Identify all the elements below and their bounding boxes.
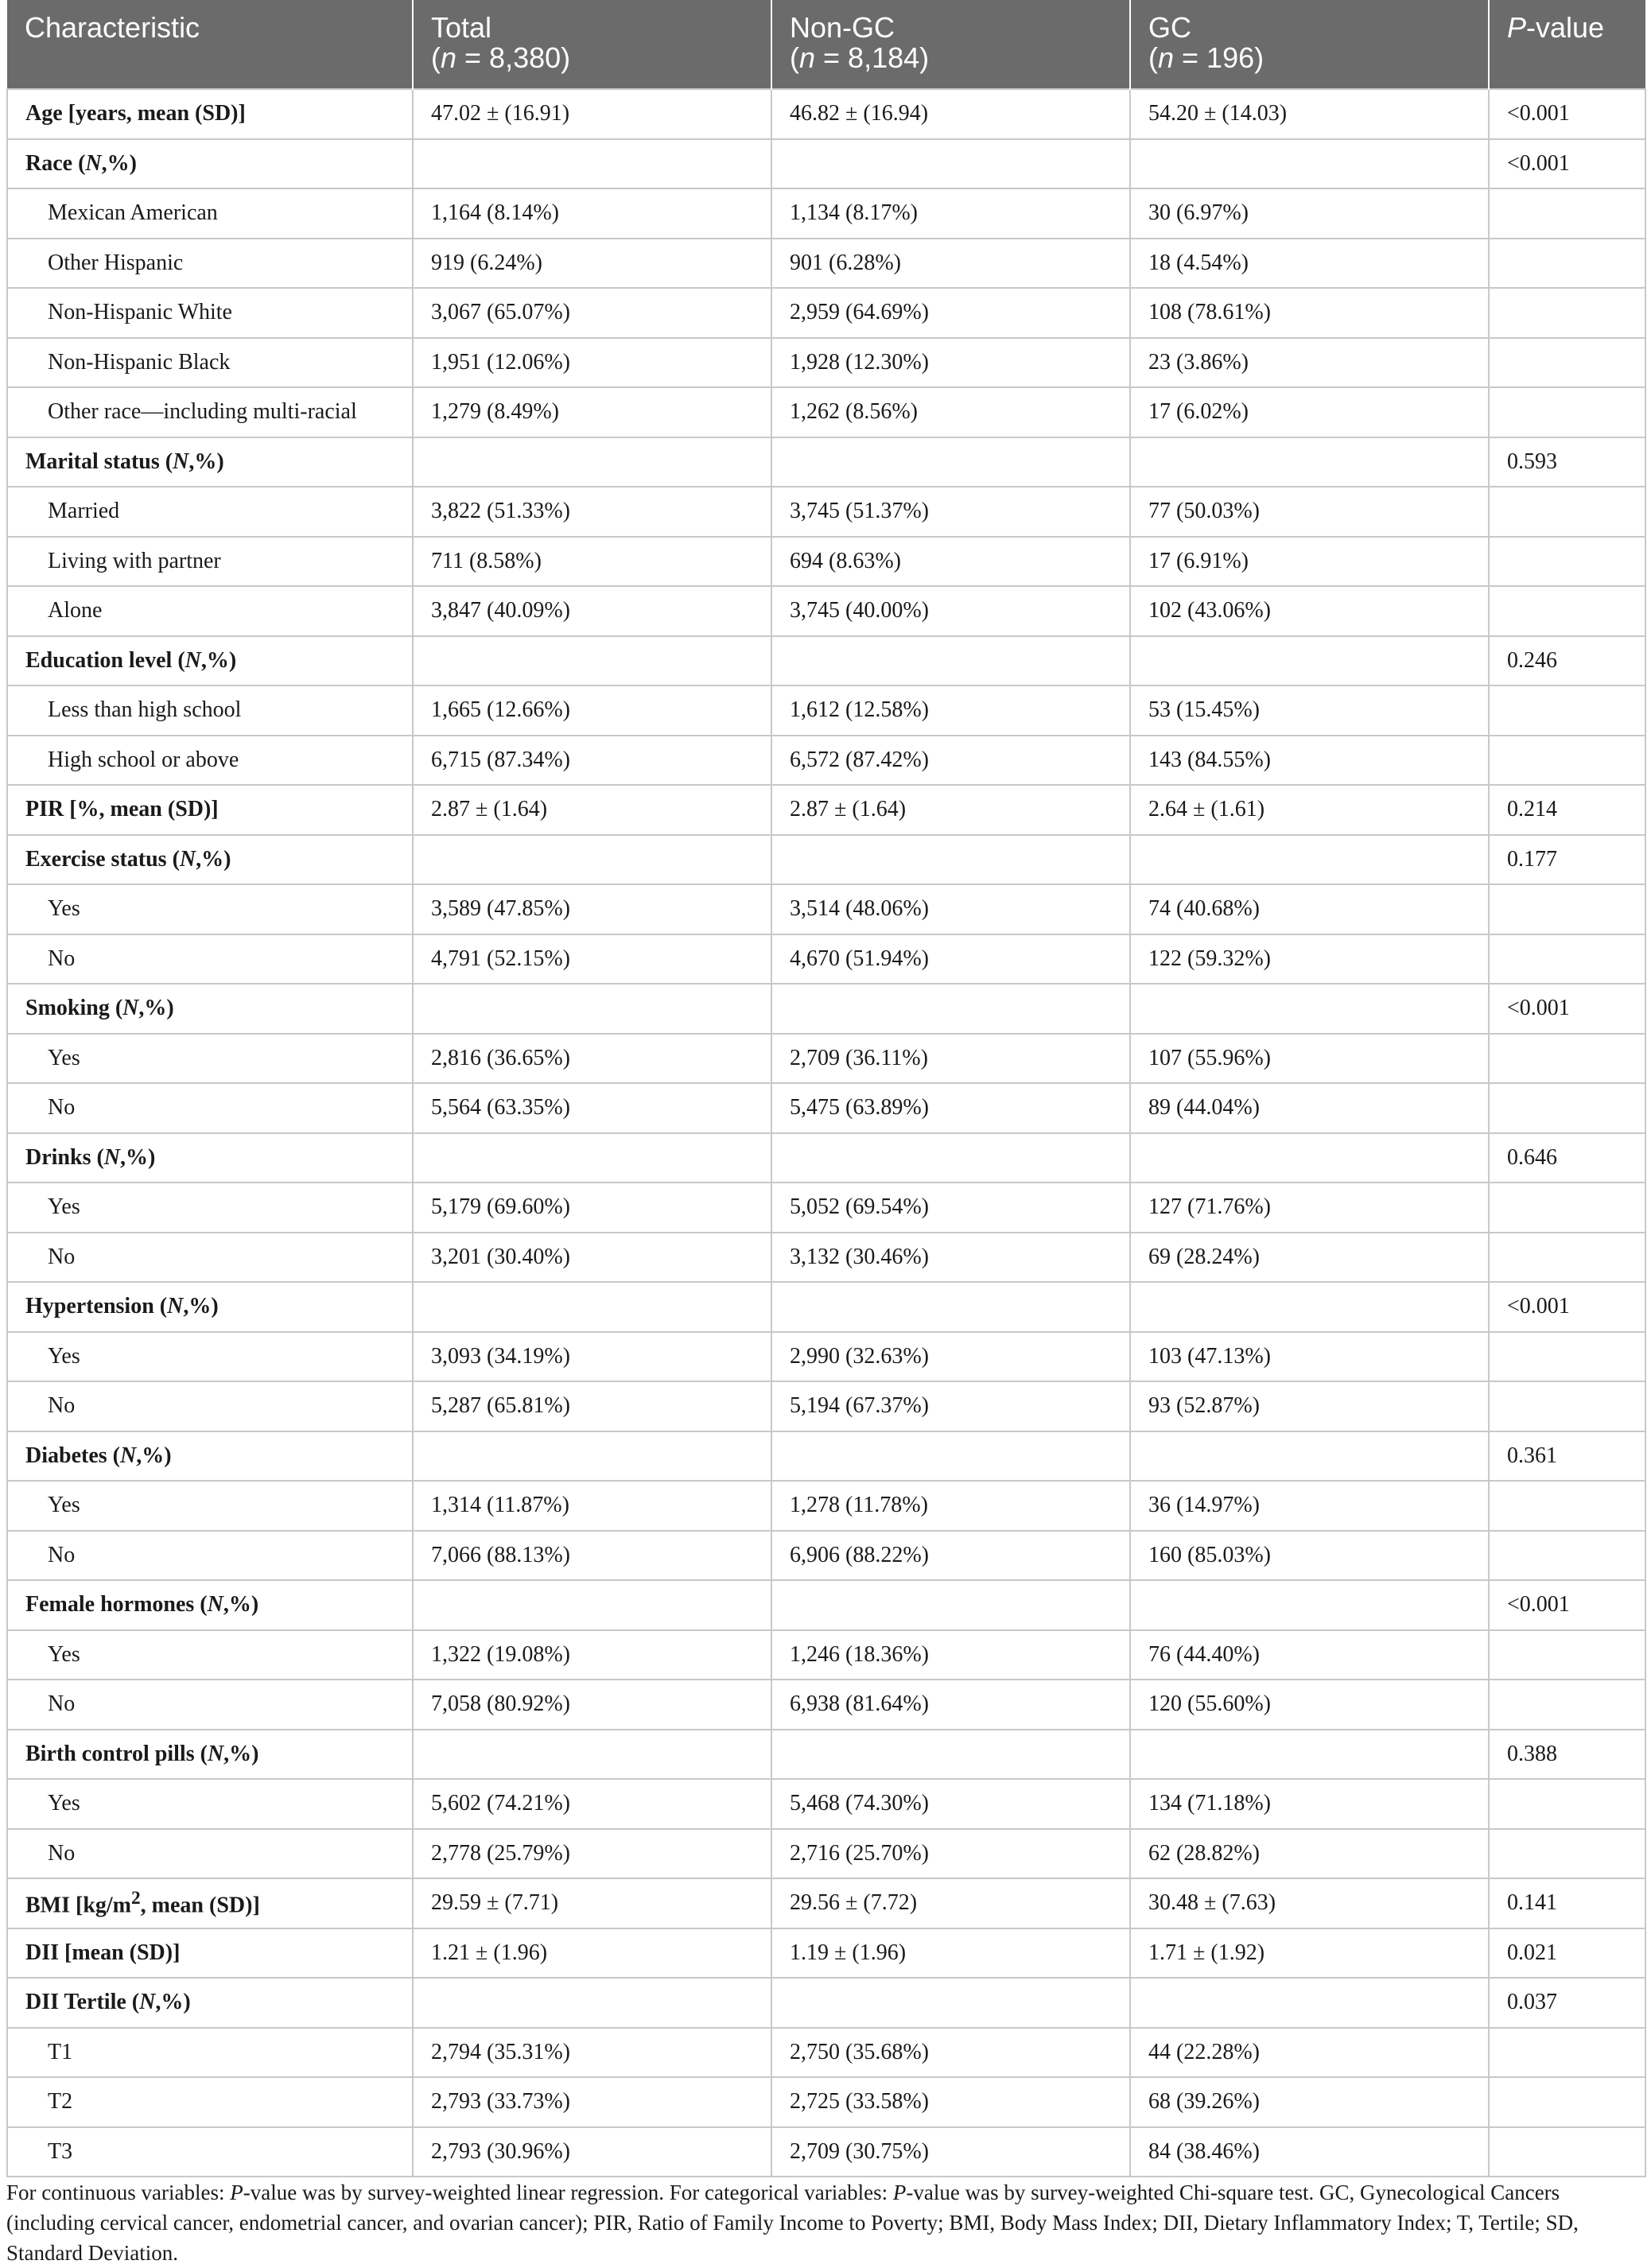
cell-pvalue: 0.646 — [1489, 1133, 1645, 1183]
table-row — [7, 239, 1645, 289]
cell-pvalue — [1489, 1779, 1645, 1829]
row-label: Marital status (N,%) — [7, 437, 413, 487]
row-label: PIR [%, mean (SD)] — [7, 785, 413, 835]
cell-total: 1,665 (12.66%) — [413, 685, 771, 736]
row-label: T3 — [7, 2127, 413, 2177]
cell-gc — [1130, 1133, 1489, 1183]
cell-total — [413, 636, 771, 686]
cell-gc: 143 (84.55%) — [1130, 736, 1489, 786]
header-nongc-n: (n = 8,184) — [790, 41, 930, 74]
cell-gc — [1130, 1431, 1489, 1482]
cell-pvalue — [1489, 685, 1645, 736]
cell-total — [413, 139, 771, 189]
cell-pvalue — [1489, 1332, 1645, 1382]
cell-pvalue — [1489, 1233, 1645, 1283]
cell-nongc: 2,716 (25.70%) — [771, 1829, 1130, 1879]
cell-gc: 84 (38.46%) — [1130, 2127, 1489, 2177]
row-label: Married — [7, 487, 413, 537]
cell-nongc: 1,278 (11.78%) — [771, 1481, 1130, 1531]
row-label: BMI [$kg/m^2$, mean (SD)] — [7, 1878, 413, 1928]
cell-nongc — [771, 636, 1130, 686]
cell-nongc: 6,938 (81.64%) — [771, 1680, 1130, 1730]
cell-pvalue — [1489, 1680, 1645, 1730]
row-label: Birth control pills (N,%) — [7, 1730, 413, 1780]
row-label: Hypertension (N,%) — [7, 1282, 413, 1332]
table-row — [7, 1978, 1645, 2028]
cell-gc — [1130, 984, 1489, 1034]
header-gc: GC (n = 196) — [1130, 0, 1489, 89]
row-label: Yes — [7, 1183, 413, 1233]
row-label: Yes — [7, 1481, 413, 1531]
cell-nongc — [771, 984, 1130, 1034]
cell-pvalue — [1489, 537, 1645, 587]
row-label: T2 — [7, 2077, 413, 2127]
cell-gc: 102 (43.06%) — [1130, 586, 1489, 636]
row-label: Other race—including multi-racial — [7, 387, 413, 437]
cell-gc — [1130, 636, 1489, 686]
row-label: Yes — [7, 1630, 413, 1680]
table-row — [7, 188, 1645, 239]
table-row — [7, 1233, 1645, 1283]
cell-total: 5,602 (74.21%) — [413, 1779, 771, 1829]
row-label: T1 — [7, 2028, 413, 2078]
row-label: Age [years, mean (SD)] — [7, 89, 413, 139]
table-row — [7, 1531, 1645, 1581]
table-row — [7, 288, 1645, 338]
cell-pvalue — [1489, 1481, 1645, 1531]
row-label: No — [7, 934, 413, 984]
cell-total: 711 (8.58%) — [413, 537, 771, 587]
row-label: No — [7, 1233, 413, 1283]
table-row — [7, 1282, 1645, 1332]
cell-nongc: 1,134 (8.17%) — [771, 188, 1130, 239]
cell-pvalue — [1489, 239, 1645, 289]
row-label: No — [7, 1531, 413, 1581]
cell-nongc: 1,246 (18.36%) — [771, 1630, 1130, 1680]
table-row — [7, 89, 1645, 139]
cell-nongc: 5,475 (63.89%) — [771, 1083, 1130, 1133]
cell-pvalue: 0.141 — [1489, 1878, 1645, 1928]
cell-nongc: 3,745 (51.37%) — [771, 487, 1130, 537]
cell-total: 2,794 (35.31%) — [413, 2028, 771, 2078]
cell-pvalue — [1489, 934, 1645, 984]
cell-gc: 30 (6.97%) — [1130, 188, 1489, 239]
cell-gc: 53 (15.45%) — [1130, 685, 1489, 736]
cell-total: 47.02 ± (16.91) — [413, 89, 771, 139]
cell-nongc: 5,052 (69.54%) — [771, 1183, 1130, 1233]
cell-nongc: 2,750 (35.68%) — [771, 2028, 1130, 2078]
row-label: Education level (N,%) — [7, 636, 413, 686]
table-row — [7, 1431, 1645, 1482]
cell-pvalue: 0.361 — [1489, 1431, 1645, 1482]
row-label: Yes — [7, 1034, 413, 1084]
cell-pvalue: <0.001 — [1489, 139, 1645, 189]
cell-total: 6,715 (87.34%) — [413, 736, 771, 786]
cell-gc: 77 (50.03%) — [1130, 487, 1489, 537]
table-row — [7, 1133, 1645, 1183]
cell-total: 7,066 (88.13%) — [413, 1531, 771, 1581]
table-row — [7, 685, 1645, 736]
row-label: Less than high school — [7, 685, 413, 736]
row-label: No — [7, 1381, 413, 1431]
cell-gc — [1130, 139, 1489, 189]
cell-pvalue — [1489, 1829, 1645, 1879]
cell-gc: 18 (4.54%) — [1130, 239, 1489, 289]
cell-pvalue — [1489, 1630, 1645, 1680]
cell-pvalue — [1489, 487, 1645, 537]
cell-gc — [1130, 1282, 1489, 1332]
cell-nongc — [771, 139, 1130, 189]
cell-gc — [1130, 1580, 1489, 1630]
cell-pvalue: 0.593 — [1489, 437, 1645, 487]
cell-total: 919 (6.24%) — [413, 239, 771, 289]
row-label: Exercise status (N,%) — [7, 835, 413, 885]
row-label: Mexican American — [7, 188, 413, 239]
cell-gc: 23 (3.86%) — [1130, 338, 1489, 388]
cell-nongc: 1,262 (8.56%) — [771, 387, 1130, 437]
cell-total — [413, 1978, 771, 2028]
cell-gc: 76 (44.40%) — [1130, 1630, 1489, 1680]
cell-gc: 160 (85.03%) — [1130, 1531, 1489, 1581]
table-footnote: For continuous variables: P-value was by survey-weighted linear regression. For categorical variables: P-value was by survey-weighted Chi-square test. GC, Gynecological Cancers (including cervical cancer, endometrial cancer, and ovarian cancer); PIR, Ratio of Family Income to Poverty; BMI, Body Mass Index; DII, Dietary Inflammatory Index; T, Tertile; SD, Standard Deviation. — [6, 2181, 1579, 2265]
cell-total — [413, 1730, 771, 1780]
cell-pvalue — [1489, 2077, 1645, 2127]
cell-nongc — [771, 1133, 1130, 1183]
cell-nongc: 2,990 (32.63%) — [771, 1332, 1130, 1382]
cell-gc: 30.48 ± (7.63) — [1130, 1878, 1489, 1928]
cell-gc: 17 (6.91%) — [1130, 537, 1489, 587]
row-label: High school or above — [7, 736, 413, 786]
cell-nongc: 3,745 (40.00%) — [771, 586, 1130, 636]
cell-total: 1.21 ± (1.96) — [413, 1928, 771, 1979]
table-row — [7, 1083, 1645, 1133]
cell-pvalue: <0.001 — [1489, 984, 1645, 1034]
cell-nongc — [771, 1730, 1130, 1780]
cell-nongc: 2,725 (33.58%) — [771, 2077, 1130, 2127]
table-row — [7, 1928, 1645, 1979]
table-row — [7, 537, 1645, 587]
table-row — [7, 2028, 1645, 2078]
cell-total: 5,179 (69.60%) — [413, 1183, 771, 1233]
cell-total — [413, 1133, 771, 1183]
cell-pvalue — [1489, 288, 1645, 338]
table-row — [7, 1630, 1645, 1680]
cell-pvalue: 0.214 — [1489, 785, 1645, 835]
cell-gc: 1.71 ± (1.92) — [1130, 1928, 1489, 1979]
cell-nongc: 5,468 (74.30%) — [771, 1779, 1130, 1829]
cell-total: 3,093 (34.19%) — [413, 1332, 771, 1382]
cell-nongc: 46.82 ± (16.94) — [771, 89, 1130, 139]
cell-total: 2,778 (25.79%) — [413, 1829, 771, 1879]
cell-nongc — [771, 1580, 1130, 1630]
cell-total — [413, 437, 771, 487]
cell-pvalue — [1489, 1034, 1645, 1084]
cell-total: 2,793 (33.73%) — [413, 2077, 771, 2127]
cell-nongc — [771, 1978, 1130, 2028]
cell-pvalue — [1489, 1083, 1645, 1133]
row-label: Alone — [7, 586, 413, 636]
cell-gc: 68 (39.26%) — [1130, 2077, 1489, 2127]
cell-pvalue — [1489, 1183, 1645, 1233]
table-row — [7, 934, 1645, 984]
cell-gc: 36 (14.97%) — [1130, 1481, 1489, 1531]
cell-pvalue: <0.001 — [1489, 1580, 1645, 1630]
cell-nongc: 694 (8.63%) — [771, 537, 1130, 587]
cell-nongc — [771, 835, 1130, 885]
cell-pvalue — [1489, 2028, 1645, 2078]
cell-pvalue — [1489, 188, 1645, 239]
table-row — [7, 835, 1645, 885]
cell-pvalue: <0.001 — [1489, 1282, 1645, 1332]
characteristics-table — [6, 0, 1646, 2177]
cell-nongc: 2,709 (36.11%) — [771, 1034, 1130, 1084]
table-row — [7, 437, 1645, 487]
cell-total: 3,822 (51.33%) — [413, 487, 771, 537]
cell-pvalue: 0.177 — [1489, 835, 1645, 885]
cell-total: 29.59 ± (7.71) — [413, 1878, 771, 1928]
row-label: No — [7, 1829, 413, 1879]
table-row — [7, 1730, 1645, 1780]
cell-total: 1,279 (8.49%) — [413, 387, 771, 437]
cell-total: 5,287 (65.81%) — [413, 1381, 771, 1431]
cell-total: 1,951 (12.06%) — [413, 338, 771, 388]
cell-nongc: 2.87 ± (1.64) — [771, 785, 1130, 835]
cell-nongc: 1,928 (12.30%) — [771, 338, 1130, 388]
cell-pvalue — [1489, 586, 1645, 636]
cell-total: 1,322 (19.08%) — [413, 1630, 771, 1680]
header-total-n: (n = 8,380) — [431, 41, 571, 74]
row-label: DII [mean (SD)] — [7, 1928, 413, 1979]
row-label: Race (N,%) — [7, 139, 413, 189]
row-label: Other Hispanic — [7, 239, 413, 289]
table-row — [7, 1034, 1645, 1084]
row-label: Yes — [7, 1332, 413, 1382]
cell-total — [413, 1580, 771, 1630]
cell-pvalue: 0.388 — [1489, 1730, 1645, 1780]
cell-total — [413, 984, 771, 1034]
header-gc-n: (n = 196) — [1148, 41, 1264, 74]
table-row — [7, 1680, 1645, 1730]
header-pvalue: P-value — [1489, 0, 1645, 89]
cell-pvalue: 0.246 — [1489, 636, 1645, 686]
table-row — [7, 139, 1645, 189]
cell-total: 3,067 (65.07%) — [413, 288, 771, 338]
cell-pvalue — [1489, 884, 1645, 934]
table-row — [7, 2127, 1645, 2177]
cell-nongc — [771, 1282, 1130, 1332]
row-label: Living with partner — [7, 537, 413, 587]
row-label: Yes — [7, 884, 413, 934]
cell-nongc: 5,194 (67.37%) — [771, 1381, 1130, 1431]
table-row — [7, 1332, 1645, 1382]
cell-nongc: 1,612 (12.58%) — [771, 685, 1130, 736]
cell-total: 7,058 (80.92%) — [413, 1680, 771, 1730]
header-characteristic: Characteristic — [7, 0, 413, 89]
table-row — [7, 1381, 1645, 1431]
cell-gc — [1130, 437, 1489, 487]
cell-total: 2.87 ± (1.64) — [413, 785, 771, 835]
cell-gc: 2.64 ± (1.61) — [1130, 785, 1489, 835]
cell-pvalue — [1489, 736, 1645, 786]
cell-total — [413, 835, 771, 885]
table-row — [7, 984, 1645, 1034]
row-label: Non-Hispanic White — [7, 288, 413, 338]
row-label: Drinks (N,%) — [7, 1133, 413, 1183]
cell-gc — [1130, 835, 1489, 885]
table-row — [7, 636, 1645, 686]
table-row — [7, 1481, 1645, 1531]
table-header-row — [7, 0, 1645, 89]
cell-total: 3,201 (30.40%) — [413, 1233, 771, 1283]
table-row — [7, 2077, 1645, 2127]
cell-total — [413, 1282, 771, 1332]
row-label: Female hormones (N,%) — [7, 1580, 413, 1630]
cell-nongc: 2,709 (30.75%) — [771, 2127, 1130, 2177]
table-row — [7, 1829, 1645, 1879]
table-row — [7, 487, 1645, 537]
cell-total: 3,847 (40.09%) — [413, 586, 771, 636]
table-row — [7, 1779, 1645, 1829]
cell-pvalue: 0.021 — [1489, 1928, 1645, 1979]
cell-nongc: 901 (6.28%) — [771, 239, 1130, 289]
cell-total: 1,314 (11.87%) — [413, 1481, 771, 1531]
cell-gc — [1130, 1730, 1489, 1780]
row-label: Non-Hispanic Black — [7, 338, 413, 388]
row-label: Smoking (N,%) — [7, 984, 413, 1034]
cell-total: 5,564 (63.35%) — [413, 1083, 771, 1133]
row-label: Yes — [7, 1779, 413, 1829]
cell-gc: 108 (78.61%) — [1130, 288, 1489, 338]
cell-gc: 107 (55.96%) — [1130, 1034, 1489, 1084]
cell-nongc: 3,132 (30.46%) — [771, 1233, 1130, 1283]
row-label: No — [7, 1680, 413, 1730]
cell-total — [413, 1431, 771, 1482]
cell-nongc: 3,514 (48.06%) — [771, 884, 1130, 934]
cell-pvalue: <0.001 — [1489, 89, 1645, 139]
cell-nongc — [771, 1431, 1130, 1482]
cell-gc: 120 (55.60%) — [1130, 1680, 1489, 1730]
table-row — [7, 1183, 1645, 1233]
cell-pvalue — [1489, 2127, 1645, 2177]
cell-gc: 74 (40.68%) — [1130, 884, 1489, 934]
table-row — [7, 1878, 1645, 1928]
table-row — [7, 338, 1645, 388]
table-body — [7, 89, 1645, 2177]
cell-pvalue — [1489, 1531, 1645, 1581]
table-row — [7, 1580, 1645, 1630]
table-row — [7, 884, 1645, 934]
cell-gc: 89 (44.04%) — [1130, 1083, 1489, 1133]
cell-nongc: 29.56 ± (7.72) — [771, 1878, 1130, 1928]
cell-nongc: 6,906 (88.22%) — [771, 1531, 1130, 1581]
cell-gc: 17 (6.02%) — [1130, 387, 1489, 437]
cell-nongc: 6,572 (87.42%) — [771, 736, 1130, 786]
cell-pvalue — [1489, 1381, 1645, 1431]
cell-gc: 54.20 ± (14.03) — [1130, 89, 1489, 139]
cell-gc: 69 (28.24%) — [1130, 1233, 1489, 1283]
header-total: Total (n = 8,380) — [413, 0, 771, 89]
cell-total: 4,791 (52.15%) — [413, 934, 771, 984]
cell-gc: 103 (47.13%) — [1130, 1332, 1489, 1382]
table-row — [7, 586, 1645, 636]
cell-total: 1,164 (8.14%) — [413, 188, 771, 239]
cell-gc: 62 (28.82%) — [1130, 1829, 1489, 1879]
cell-gc: 93 (52.87%) — [1130, 1381, 1489, 1431]
cell-pvalue — [1489, 387, 1645, 437]
cell-total: 2,793 (30.96%) — [413, 2127, 771, 2177]
cell-nongc: 4,670 (51.94%) — [771, 934, 1130, 984]
row-label: No — [7, 1083, 413, 1133]
row-label: Diabetes (N,%) — [7, 1431, 413, 1482]
cell-gc: 122 (59.32%) — [1130, 934, 1489, 984]
table-row — [7, 387, 1645, 437]
cell-pvalue — [1489, 338, 1645, 388]
table-row — [7, 785, 1645, 835]
header-nongc: Non-GC (n = 8,184) — [771, 0, 1130, 89]
cell-nongc: 1.19 ± (1.96) — [771, 1928, 1130, 1979]
table-row — [7, 736, 1645, 786]
cell-nongc — [771, 437, 1130, 487]
cell-nongc: 2,959 (64.69%) — [771, 288, 1130, 338]
cell-pvalue: 0.037 — [1489, 1978, 1645, 2028]
cell-total: 2,816 (36.65%) — [413, 1034, 771, 1084]
row-label: DII Tertile (N,%) — [7, 1978, 413, 2028]
cell-total: 3,589 (47.85%) — [413, 884, 771, 934]
cell-gc: 44 (22.28%) — [1130, 2028, 1489, 2078]
cell-gc — [1130, 1978, 1489, 2028]
cell-gc: 127 (71.76%) — [1130, 1183, 1489, 1233]
cell-gc: 134 (71.18%) — [1130, 1779, 1489, 1829]
